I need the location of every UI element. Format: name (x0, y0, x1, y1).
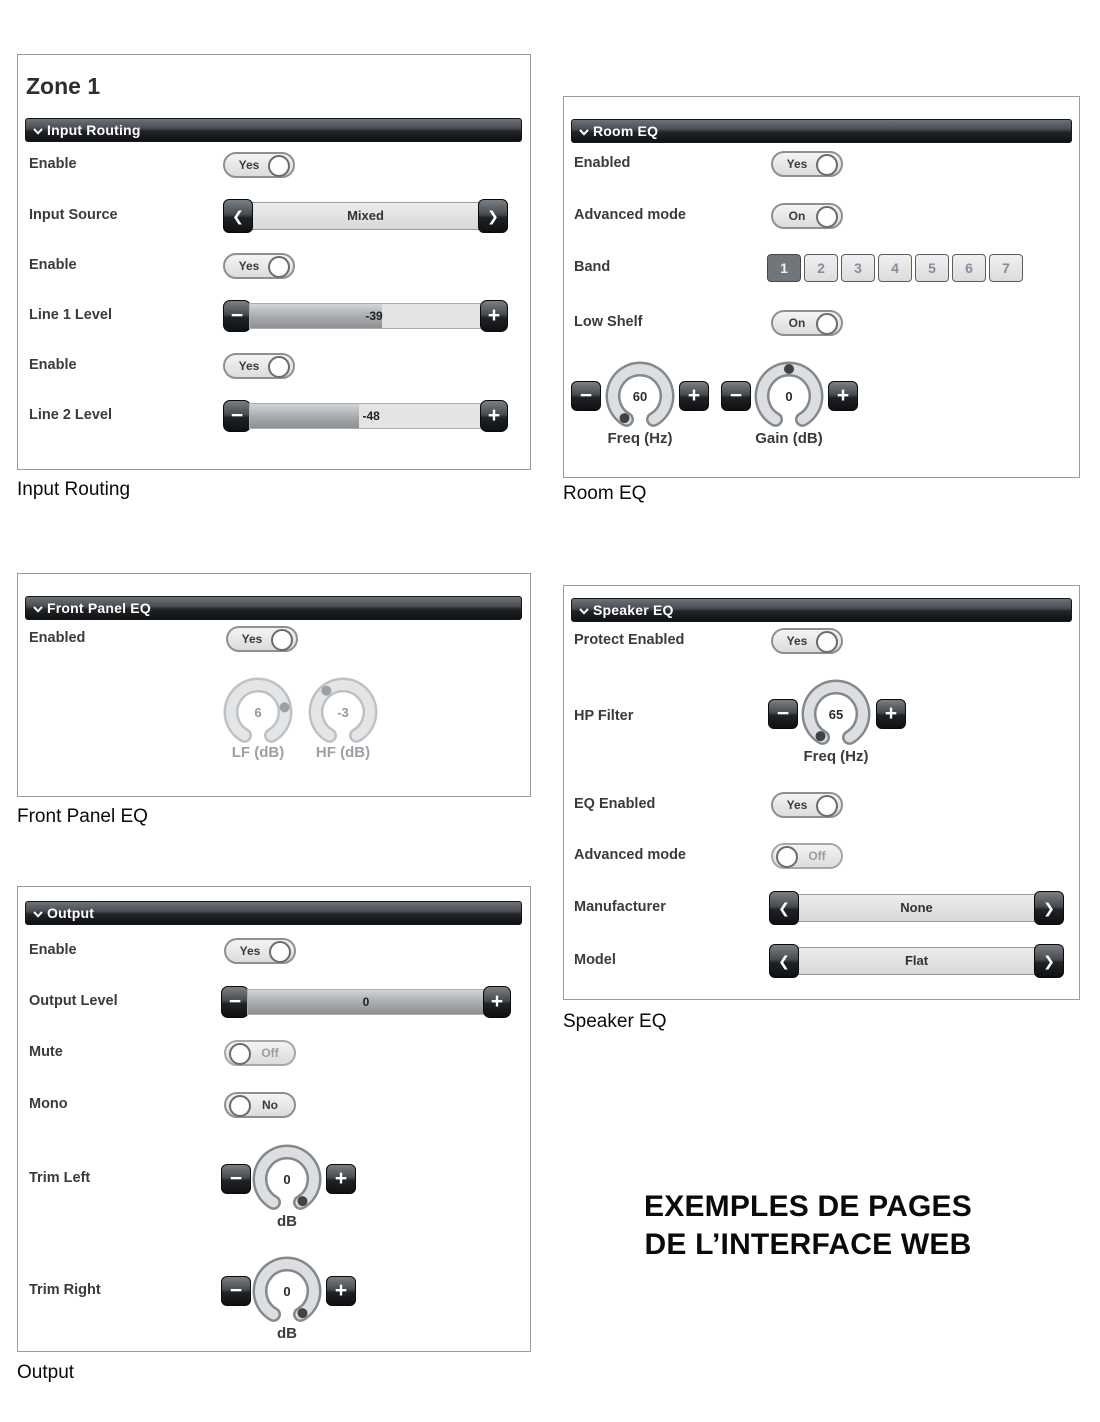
band-button-6[interactable]: 6 (952, 254, 986, 282)
band-button-1[interactable]: 1 (767, 254, 801, 282)
speaker-eq-caption: Speaker EQ (563, 1011, 667, 1032)
chevron-down-icon (579, 129, 589, 136)
lf-knob[interactable] (222, 676, 294, 748)
room-eq-enabled-toggle[interactable] (771, 151, 843, 177)
toggle-state-label: Yes (238, 158, 260, 172)
slider-value: -48 (362, 409, 380, 423)
eq-enabled-toggle[interactable] (771, 792, 843, 818)
enable-toggle-1[interactable] (223, 152, 295, 178)
room-eq-panel (563, 96, 1080, 478)
minus-icon[interactable]: − (768, 699, 798, 729)
enable-label: Enable (29, 942, 77, 958)
room-eq-caption: Room EQ (563, 483, 647, 504)
gain-knob-label: Gain (dB) (755, 430, 823, 447)
toggle-knob (816, 795, 838, 817)
toggle-state-label: Yes (238, 359, 260, 373)
enable-toggle-3[interactable] (223, 353, 295, 379)
advanced-mode-label: Advanced mode (574, 207, 686, 223)
front-panel-eq-section-header[interactable] (25, 596, 522, 620)
plus-icon[interactable]: + (326, 1276, 356, 1306)
trim-right-knob[interactable] (251, 1255, 323, 1327)
room-eq-section-header[interactable] (571, 119, 1072, 143)
slider-value: 0 (362, 995, 370, 1009)
page-title (563, 1188, 1053, 1264)
hf-knob-label: HF (dB) (315, 744, 371, 761)
slider-fill (250, 404, 359, 428)
minus-icon[interactable]: − (571, 381, 601, 411)
section-header-label: Output (47, 905, 95, 921)
gain-knob[interactable] (753, 360, 825, 432)
input-source-selector (223, 199, 508, 233)
band-button-2[interactable]: 2 (804, 254, 838, 282)
band-button-3[interactable]: 3 (841, 254, 875, 282)
toggle-state-label: Yes (241, 632, 263, 646)
output-section-header[interactable] (25, 901, 522, 925)
enabled-label: Enabled (29, 630, 86, 646)
hf-knob[interactable] (307, 676, 379, 748)
protect-enabled-toggle[interactable] (771, 628, 843, 654)
minus-icon[interactable]: − (221, 1276, 251, 1306)
front-panel-eq-caption: Front Panel EQ (17, 806, 148, 827)
band-button-7[interactable]: 7 (989, 254, 1023, 282)
toggle-state-label: On (788, 316, 806, 330)
output-panel (17, 886, 531, 1352)
trim-left-knob[interactable] (251, 1143, 323, 1215)
trim-left-knob-label: dB (277, 1213, 297, 1230)
mono-toggle[interactable] (224, 1092, 296, 1118)
svg-text:-3: -3 (337, 705, 349, 720)
minus-icon[interactable]: − (223, 400, 251, 432)
toggle-state-label: Yes (786, 798, 808, 812)
zone-title: Zone 1 (26, 73, 101, 99)
manufacturer-label: Manufacturer (574, 899, 666, 915)
mute-label: Mute (29, 1044, 63, 1060)
toggle-state-label: Yes (786, 157, 808, 171)
chevron-down-icon (33, 128, 43, 135)
toggle-knob (816, 313, 838, 335)
minus-icon[interactable]: − (221, 1164, 251, 1194)
toggle-knob (816, 631, 838, 653)
section-header-label: Speaker EQ (593, 602, 674, 618)
line1-level-slider[interactable] (223, 300, 508, 332)
model-label: Model (574, 952, 616, 968)
toggle-state-label: On (788, 209, 806, 223)
input-routing-caption: Input Routing (17, 479, 131, 500)
band-button-4[interactable]: 4 (878, 254, 912, 282)
mute-toggle[interactable] (224, 1040, 296, 1066)
room-eq-advanced-mode-toggle[interactable] (771, 203, 843, 229)
toggle-knob (268, 356, 290, 378)
page-title-line1: EXEMPLES DE PAGES (644, 1190, 972, 1223)
plus-icon[interactable]: + (480, 400, 508, 432)
chevron-left-icon[interactable]: ❮ (769, 891, 799, 925)
chevron-right-icon[interactable]: ❯ (1034, 944, 1064, 978)
chevron-right-icon[interactable]: ❯ (478, 199, 508, 233)
protect-enabled-label: Protect Enabled (574, 632, 685, 648)
chevron-down-icon (33, 911, 43, 918)
plus-icon[interactable]: + (828, 381, 858, 411)
chevron-left-icon[interactable]: ❮ (769, 944, 799, 978)
toggle-knob (271, 629, 293, 651)
minus-icon[interactable]: − (223, 300, 251, 332)
enable-label: Enable (29, 357, 77, 373)
plus-icon[interactable]: + (679, 381, 709, 411)
band-label: Band (574, 259, 611, 275)
svg-text:0: 0 (283, 1172, 291, 1187)
input-routing-section-header[interactable] (25, 118, 522, 142)
selector-value: None (900, 900, 933, 915)
hp-filter-knob-label: Freq (Hz) (803, 748, 869, 765)
svg-text:0: 0 (283, 1284, 291, 1299)
knob-pointer-dot (784, 364, 794, 374)
toggle-state-label: Off (261, 1046, 279, 1060)
section-header-label: Room EQ (593, 123, 659, 139)
section-header-label: Front Panel EQ (47, 600, 151, 616)
front-panel-eq-panel (17, 573, 531, 797)
chevron-left-icon[interactable]: ❮ (223, 199, 253, 233)
output-caption: Output (17, 1362, 75, 1383)
speaker-advanced-mode-toggle[interactable] (771, 843, 843, 869)
plus-icon[interactable]: + (876, 699, 906, 729)
speaker-eq-section-header[interactable] (571, 598, 1072, 622)
minus-icon[interactable]: − (221, 986, 249, 1018)
line1-level-label: Line 1 Level (29, 307, 113, 323)
toggle-state-label: Yes (786, 634, 808, 648)
minus-icon[interactable]: − (721, 381, 751, 411)
chevron-right-icon[interactable]: ❯ (1034, 891, 1064, 925)
line2-level-slider[interactable] (223, 400, 508, 432)
hp-filter-label: HP Filter (574, 708, 634, 724)
advanced-mode-label: Advanced mode (574, 847, 686, 863)
low-shelf-label: Low Shelf (574, 314, 643, 330)
enable-toggle-2[interactable] (223, 253, 295, 279)
hp-filter-knob[interactable] (800, 678, 872, 750)
low-shelf-toggle[interactable] (771, 310, 843, 336)
speaker-eq-panel (563, 585, 1080, 1000)
selector-value: Mixed (347, 208, 384, 223)
freq-knob-label: Freq (Hz) (607, 430, 673, 447)
trim-right-knob-label: dB (277, 1325, 297, 1342)
selector-value: Flat (904, 953, 929, 968)
svg-text:60: 60 (632, 389, 648, 404)
input-source-label: Input Source (29, 207, 118, 223)
slider-fill (250, 304, 382, 328)
enable-label: Enable (29, 156, 77, 172)
output-level-label: Output Level (29, 993, 118, 1009)
lf-knob-label: LF (dB) (231, 744, 285, 761)
plus-icon[interactable]: + (483, 986, 511, 1018)
chevron-down-icon (579, 608, 589, 615)
trim-left-label: Trim Left (29, 1170, 91, 1186)
front-panel-eq-enabled-toggle[interactable] (226, 626, 298, 652)
manufacturer-selector (769, 891, 1064, 925)
plus-icon[interactable]: + (480, 300, 508, 332)
input-routing-panel (17, 54, 531, 470)
band-button-5[interactable]: 5 (915, 254, 949, 282)
chevron-down-icon (33, 606, 43, 613)
page-title-line2: DE L’INTERFACE WEB (644, 1228, 972, 1261)
toggle-state-label: Off (808, 849, 826, 863)
toggle-knob (816, 154, 838, 176)
model-selector (769, 944, 1064, 978)
toggle-state-label: No (262, 1098, 278, 1112)
output-level-slider[interactable] (221, 986, 511, 1018)
enable-label: Enable (29, 257, 77, 273)
toggle-knob (268, 155, 290, 177)
svg-text:65: 65 (828, 707, 844, 722)
output-enable-toggle[interactable] (224, 938, 296, 964)
freq-knob[interactable] (604, 360, 676, 432)
band-button-group (767, 254, 1023, 282)
mono-label: Mono (29, 1096, 68, 1112)
trim-right-label: Trim Right (29, 1282, 101, 1298)
toggle-knob (268, 256, 290, 278)
toggle-state-label: Yes (239, 944, 261, 958)
toggle-state-label: Yes (238, 259, 260, 273)
section-header-label: Input Routing (47, 122, 141, 138)
slider-value: -39 (365, 309, 383, 323)
toggle-knob (269, 941, 291, 963)
enabled-label: Enabled (574, 155, 631, 171)
toggle-knob (816, 206, 838, 228)
line2-level-label: Line 2 Level (29, 407, 113, 423)
plus-icon[interactable]: + (326, 1164, 356, 1194)
svg-text:0: 0 (785, 389, 793, 404)
svg-text:6: 6 (254, 705, 262, 720)
eq-enabled-label: EQ Enabled (574, 796, 656, 812)
